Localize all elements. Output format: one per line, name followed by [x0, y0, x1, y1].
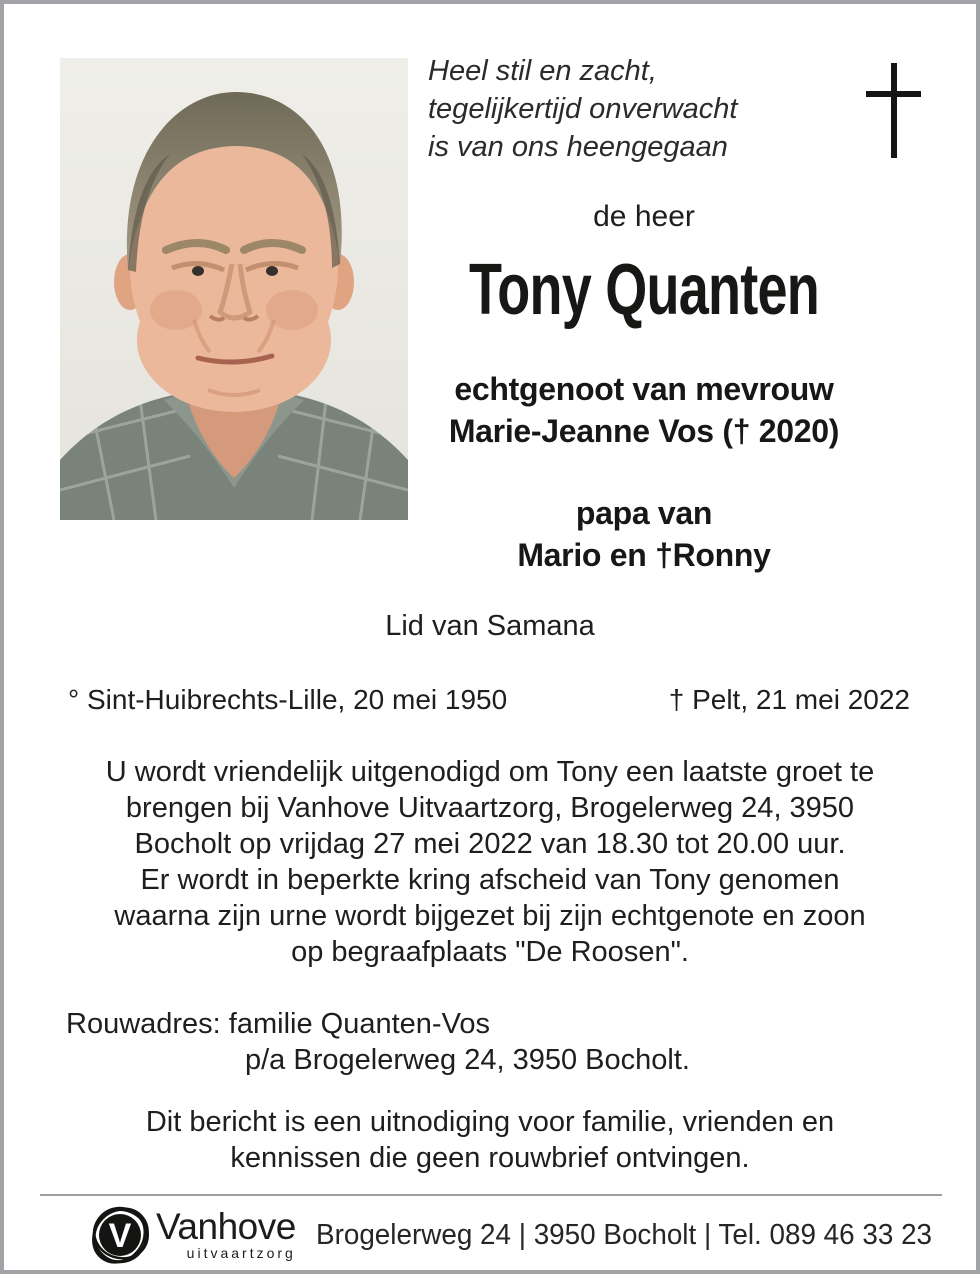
- notice-paragraph: [4, 1104, 976, 1176]
- cross-icon: [866, 63, 921, 158]
- invitation-paragraph: [4, 754, 976, 970]
- father-line: Mario en †Ronny: [517, 537, 771, 573]
- deceased-name: Tony Quanten: [469, 250, 819, 330]
- portrait-illustration: [60, 58, 408, 520]
- mourning-address-line: p/a Brogelerweg 24, 3950 Bocholt.: [245, 1044, 690, 1076]
- opening-verse-line: tegelijkertijd onverwacht: [428, 93, 738, 125]
- footer-separator: [40, 1194, 942, 1196]
- spouse-line: Marie-Jeanne Vos († 2020): [448, 413, 840, 449]
- brand-name: Vanhove: [156, 1206, 296, 1247]
- opening-verse-line: is van ons heengegaan: [428, 131, 728, 163]
- invitation-line: U wordt vriendelijk uitgenodigd om Tony een laatste groet te: [105, 756, 875, 788]
- invitation-line: brengen bij Vanhove Uitvaartzorg, Brogelerweg 24, 3950: [125, 792, 855, 824]
- invitation-line: waarna zijn urne wordt bijgezet bij zijn echtgenote en zoon: [114, 900, 866, 932]
- logo-letter: V: [108, 1217, 132, 1255]
- salutation: de heer: [593, 200, 695, 233]
- father-line: papa van: [575, 495, 713, 531]
- opening-verse-line: Heel stil en zacht,: [428, 55, 657, 87]
- dates-row: [68, 684, 910, 716]
- spouse-line: echtgenoot van mevrouw: [454, 371, 834, 407]
- vanhove-logo-icon: [90, 1200, 152, 1270]
- birth-date: ° Sint-Huibrechts-Lille, 20 mei 1950: [68, 684, 508, 715]
- membership-line: Lid van Samana: [385, 610, 595, 642]
- father-block: [408, 492, 880, 576]
- invitation-line: Er wordt in beperkte kring afscheid van Tony genomen: [140, 864, 840, 896]
- cross-vertical-bar: [891, 63, 897, 158]
- mourning-address-line: Rouwadres: familie Quanten-Vos: [66, 1008, 490, 1040]
- notice-line: Dit bericht is een uitnodiging voor familie, vrienden en: [145, 1106, 835, 1138]
- notice-line: kennissen die geen rouwbrief ontvingen.: [230, 1142, 750, 1174]
- mourning-address: [66, 1006, 690, 1078]
- brand-block: [156, 1206, 296, 1261]
- death-date: † Pelt, 21 mei 2022: [668, 684, 910, 715]
- cross-horizontal-bar: [866, 91, 921, 97]
- invitation-line: op begraafplaats "De Roosen".: [291, 936, 689, 968]
- invitation-line: Bocholt op vrijdag 27 mei 2022 van 18.30 tot 20.00 uur.: [134, 828, 846, 860]
- footer-address: Brogelerweg 24 | 3950 Bocholt | Tel. 089 46 33 23: [315, 1218, 932, 1251]
- opening-verse: [428, 52, 737, 166]
- footer: [90, 1200, 958, 1270]
- spouse-block: [408, 368, 880, 452]
- portrait-photo: [60, 58, 408, 520]
- brand-subtitle: uitvaartzorg: [186, 1245, 296, 1261]
